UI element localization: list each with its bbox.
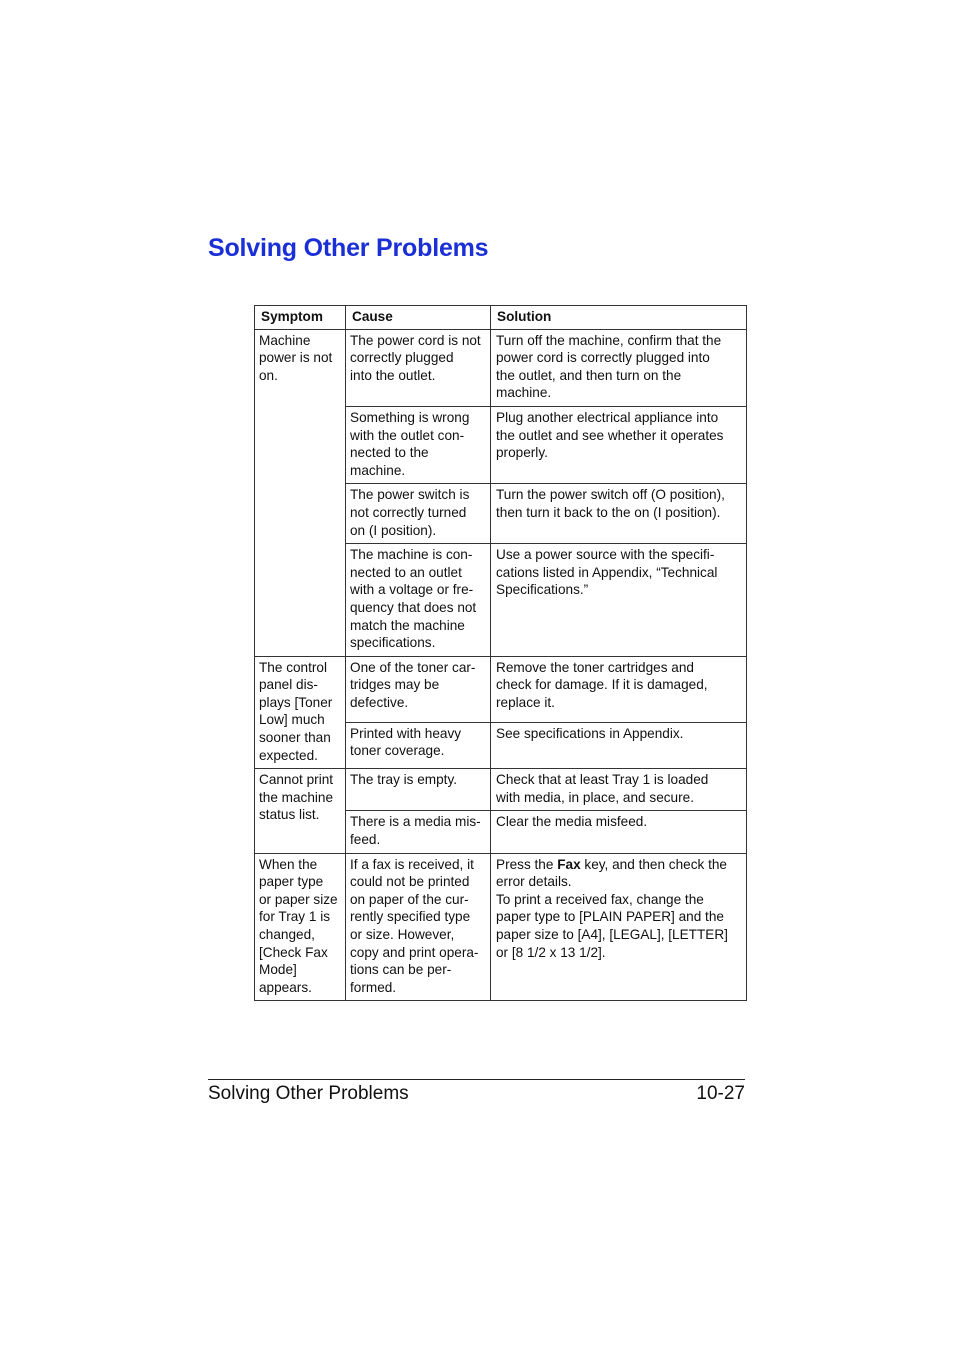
cause-cell: Printed with heavy toner coverage. [346, 722, 491, 769]
cause-cell: The machine is con- nected to an outlet with a voltage or fre- quency that does not match the machine specifications. [346, 544, 491, 657]
solution-cell: Use a power source with the specifi- cations listed in Appendix, “Technical Specifications.” [491, 544, 747, 657]
cause-cell: If a fax is received, it could not be printed on paper of the cur- rently specified type or size. However, copy and print opera- tions can be per- formed. [346, 853, 491, 1001]
solution-cell: Plug another electrical appliance into the outlet and see whether it operates properly. [491, 406, 747, 483]
cause-cell: The tray is empty. [346, 769, 491, 811]
solution-cell: Remove the toner cartridges and check for damage. If it is damaged, replace it. [491, 656, 747, 722]
page-title: Solving Other Problems [208, 234, 489, 262]
cause-cell: The power switch is not correctly turned on (I position). [346, 484, 491, 544]
symptom-cell: Cannot print the machine status list. [255, 769, 346, 853]
column-header-symptom: Symptom [255, 306, 346, 330]
symptom-cell: The control panel dis- plays [Toner Low] much sooner than expected. [255, 656, 346, 769]
solution-cell: Turn off the machine, confirm that the power cord is correctly plugged into the outlet, and then turn on the machine. [491, 329, 747, 406]
symptom-cell: Machine power is not on. [255, 329, 346, 656]
solution-cell: Clear the media misfeed. [491, 811, 747, 853]
table-row [255, 769, 747, 811]
table-row [255, 853, 747, 1001]
solution-text-after: key, and then check the error details. To print a received fax, change the paper type to [PLAIN PAPER] and the paper size to [A4], [LEGAL], [LETTER] or [8 1/2 x 13 1/2]. [496, 856, 728, 960]
column-header-solution: Solution [491, 306, 747, 330]
fax-key-label: Fax [557, 856, 581, 872]
cause-cell: The power cord is not correctly plugged into the outlet. [346, 329, 491, 406]
cause-cell: There is a media mis- feed. [346, 811, 491, 853]
column-header-cause: Cause [346, 306, 491, 330]
solution-cell: Turn the power switch off (O position), then turn it back to the on (I position). [491, 484, 747, 544]
troubleshooting-table [254, 305, 747, 1001]
footer-page-number: 10-27 [696, 1083, 745, 1104]
solution-text-before: Press the [496, 856, 558, 872]
solution-cell: Check that at least Tray 1 is loaded with media, in place, and secure. [491, 769, 747, 811]
cause-cell: One of the toner car- tridges may be defective. [346, 656, 491, 722]
solution-cell: See specifications in Appendix. [491, 722, 747, 769]
cause-cell: Something is wrong with the outlet con- nected to the machine. [346, 406, 491, 483]
symptom-cell: When the paper type or paper size for Tray 1 is changed, [Check Fax Mode] appears. [255, 853, 346, 1001]
table-row [255, 656, 747, 722]
table-header-row [255, 306, 747, 330]
footer-divider [208, 1079, 745, 1080]
solution-cell [491, 853, 747, 1001]
footer-section-title: Solving Other Problems [208, 1083, 409, 1104]
table-row [255, 329, 747, 406]
